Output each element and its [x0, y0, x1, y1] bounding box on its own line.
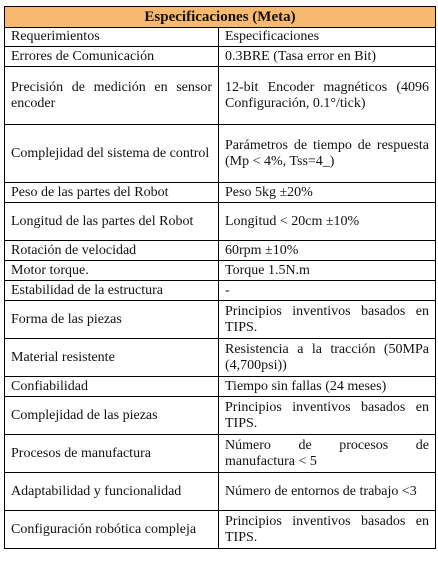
table-title-row: [5, 7, 436, 28]
specification-cell: Torque 1.5N.m: [219, 261, 436, 281]
table-row: [5, 125, 436, 183]
requirement-cell: Motor torque.: [5, 261, 219, 281]
requirement-cell: Procesos de manufactura: [5, 435, 219, 473]
table-row: [5, 261, 436, 281]
specifications-table: [4, 6, 436, 549]
table-row: [5, 397, 436, 435]
table-row: [5, 203, 436, 241]
specification-cell: Parámetros de tiempo de respuesta (Mp < 4%, Tss=4_): [219, 125, 436, 183]
specification-cell: Peso 5kg ±20%: [219, 183, 436, 203]
table-row: [5, 67, 436, 125]
table-title: Especificaciones (Meta): [5, 7, 436, 28]
specification-cell: -: [219, 281, 436, 301]
specification-cell: Resistencia a la tracción (50MPa (4,700psi)): [219, 339, 436, 377]
requirement-cell: Estabilidad de la estructura: [5, 281, 219, 301]
specification-cell: Tiempo sin fallas (24 meses): [219, 377, 436, 397]
table-row: [5, 473, 436, 511]
table-row: [5, 281, 436, 301]
requirement-cell: Longitud de las partes del Robot: [5, 203, 219, 241]
table-row: [5, 511, 436, 549]
requirement-cell: Complejidad del sistema de control: [5, 125, 219, 183]
specification-cell: Principios inventivos basados en TIPS.: [219, 301, 436, 339]
table-header-row: [5, 28, 436, 47]
specification-cell: 60rpm ±10%: [219, 241, 436, 261]
table-row: [5, 183, 436, 203]
column-header-specifications: Especificaciones: [219, 28, 436, 47]
table-row: [5, 47, 436, 67]
specification-cell: Longitud < 20cm ±10%: [219, 203, 436, 241]
table-row: [5, 301, 436, 339]
table-row: [5, 377, 436, 397]
specification-cell: Principios inventivos basados en TIPS.: [219, 511, 436, 549]
requirement-cell: Peso de las partes del Robot: [5, 183, 219, 203]
specification-cell: Principios inventivos basados en TIPS.: [219, 397, 436, 435]
requirement-cell: Adaptabilidad y funcionalidad: [5, 473, 219, 511]
requirement-cell: Forma de las piezas: [5, 301, 219, 339]
requirement-cell: Material resistente: [5, 339, 219, 377]
requirement-cell: Errores de Comunicación: [5, 47, 219, 67]
requirement-cell: Confiabilidad: [5, 377, 219, 397]
table-row: [5, 435, 436, 473]
specification-cell: Número de procesos de manufactura < 5: [219, 435, 436, 473]
specification-cell: Número de entornos de trabajo <3: [219, 473, 436, 511]
table-row: [5, 241, 436, 261]
specification-cell: 0.3BRE (Tasa error en Bit): [219, 47, 436, 67]
table-row: [5, 339, 436, 377]
requirement-cell: Complejidad de las piezas: [5, 397, 219, 435]
requirement-cell: Rotación de velocidad: [5, 241, 219, 261]
column-header-requirements: Requerimientos: [5, 28, 219, 47]
requirement-cell: Configuración robótica compleja: [5, 511, 219, 549]
specification-cell: 12-bit Encoder magnéticos (4096 Configuración, 0.1°/tick): [219, 67, 436, 125]
requirement-cell: Precisión de medición en sensor encoder: [5, 67, 219, 125]
